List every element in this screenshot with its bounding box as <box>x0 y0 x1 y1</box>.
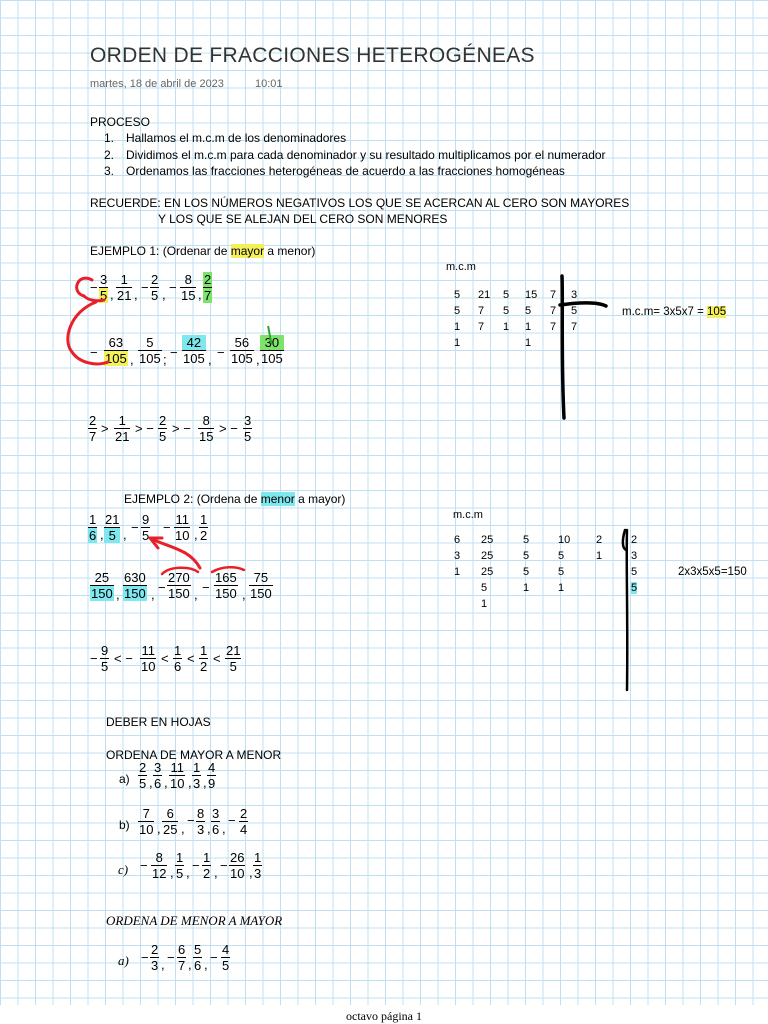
page-title: ORDEN DE FRACCIONES HETEROGÉNEAS <box>90 44 535 67</box>
mcm-cell: 3 <box>454 550 461 562</box>
page-date <box>90 78 311 90</box>
mcm-cell: 25 <box>481 534 494 546</box>
mcm-cell: 1 <box>454 566 461 578</box>
mcm-cell: 7 <box>550 289 557 301</box>
mcm-cell: 5 <box>571 305 578 317</box>
recuerde-line-2: Y LOS QUE SE ALEJAN DEL CERO SON MENORES <box>158 212 448 226</box>
mcm-cell: 25 <box>481 550 494 562</box>
time-text: 10:01 <box>254 78 283 90</box>
mcm-cell: 1 <box>481 598 488 610</box>
mcm-cell: 5 <box>631 582 638 594</box>
mcm-cell: 6 <box>454 534 461 546</box>
mcm-label-1: m.c.m <box>446 261 476 273</box>
mcm-cell: 2 <box>631 534 638 546</box>
step-2: 2. Dividimos el m.c.m para cada denominador y su resultado multiplicamos por el numerador <box>104 147 606 162</box>
mcm-cell: 5 <box>454 289 461 301</box>
mcm-cell: 5 <box>481 582 488 594</box>
mcm-cell: 5 <box>503 289 510 301</box>
recuerde-line-1: RECUERDE: EN LOS NÚMEROS NEGATIVOS LOS QUE SE ACERCAN AL CERO SON MAYORES <box>90 196 630 210</box>
mcm-label-2: m.c.m <box>453 509 483 521</box>
mcm-cell: 5 <box>631 566 638 578</box>
mcm-cell: 10 <box>558 534 571 546</box>
mcm-cell: 5 <box>558 550 565 562</box>
steps-list <box>104 131 606 181</box>
mcm-cell: 1 <box>525 321 532 333</box>
mcm-cell: 7 <box>550 321 557 333</box>
example-2-heading: EJEMPLO 2: (Ordena de menor a mayor) <box>124 492 346 506</box>
mcm-cell: 7 <box>478 305 485 317</box>
mcm-cell: 1 <box>525 337 532 349</box>
mcm-cell: 1 <box>503 321 510 333</box>
mcm-cell: 5 <box>454 305 461 317</box>
mcm-result-2: 2x3x5x5=150 <box>678 566 747 578</box>
deber-heading: DEBER EN HOJAS <box>106 715 211 729</box>
mcm-cell: 3 <box>571 289 578 301</box>
date-text: martes, 18 de abril de 2023 <box>90 78 224 90</box>
mcm-cell: 7 <box>571 321 578 333</box>
step-3: 3. Ordenamos las fracciones heterogéneas de acuerdo a las fracciones homogéneas <box>104 164 565 178</box>
ordena-menor-heading: ORDENA DE MENOR A MAYOR <box>106 913 283 928</box>
page-footer: octavo página 1 <box>346 1009 422 1023</box>
mcm-cell: 5 <box>523 534 530 546</box>
mcm-cell: 5 <box>523 566 530 578</box>
mcm-cell: 5 <box>523 550 530 562</box>
mcm-cell: 1 <box>558 582 565 594</box>
example-1-heading: EJEMPLO 1: (Ordenar de mayor a menor) <box>90 244 316 258</box>
mcm-result-1: m.c.m= 3x5x7 = 105 <box>622 306 727 318</box>
mcm-cell: 1 <box>523 582 530 594</box>
mcm-cell: 1 <box>454 337 461 349</box>
mcm-cell: 15 <box>525 289 538 301</box>
mcm-cell: 2 <box>596 534 603 546</box>
mcm-cell: 5 <box>503 305 510 317</box>
mcm-cell: 5 <box>525 305 532 317</box>
step-1: 1. Hallamos el m.c.m de los denominadores <box>104 131 347 145</box>
mcm-cell: 7 <box>478 321 485 333</box>
mcm-cell: 3 <box>631 550 638 562</box>
proceso-label: PROCESO <box>90 115 151 129</box>
mcm-cell: 21 <box>478 289 491 301</box>
mcm-cell: 25 <box>481 566 494 578</box>
mcm-cell: 7 <box>550 305 557 317</box>
mcm-cell: 1 <box>596 550 603 562</box>
ordena-mayor-heading: ORDENA DE MAYOR A MENOR <box>106 748 282 762</box>
mcm-cell: 1 <box>454 321 461 333</box>
mcm-cell: 5 <box>558 566 565 578</box>
